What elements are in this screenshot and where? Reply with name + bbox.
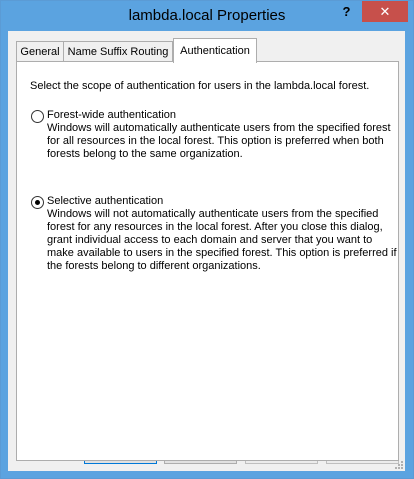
forest-wide-description-line: forests belong to the same organization. bbox=[47, 148, 243, 160]
selective-description-line: make available to users in the specified forest. This option is preferred if bbox=[47, 247, 397, 259]
tab-authentication[interactable] bbox=[173, 38, 257, 63]
question-icon: ? bbox=[342, 4, 351, 19]
radio-selected-dot bbox=[35, 200, 40, 205]
selective-radio[interactable] bbox=[31, 196, 44, 209]
selective-description-line: grant individual access to each domain and server that you want to bbox=[47, 234, 373, 246]
selective-label[interactable]: Selective authentication bbox=[47, 195, 164, 207]
intro-text: Select the scope of authentication for users in the lambda.local forest. bbox=[30, 80, 370, 92]
close-title-button[interactable] bbox=[362, 1, 408, 22]
forest-wide-label[interactable]: Forest-wide authentication bbox=[47, 109, 177, 121]
tab-general[interactable] bbox=[16, 41, 64, 61]
title-bar[interactable] bbox=[1, 1, 413, 31]
forest-wide-radio[interactable] bbox=[31, 110, 44, 123]
authentication-panel bbox=[16, 61, 399, 461]
tab-authentication-label: Authentication bbox=[180, 45, 250, 57]
tab-name-suffix-routing-label: Name Suffix Routing bbox=[67, 45, 169, 58]
help-title-button[interactable] bbox=[331, 1, 362, 22]
tab-name-suffix-routing[interactable] bbox=[63, 41, 173, 61]
close-icon: ✕ bbox=[379, 3, 391, 19]
selective-description-line: the forests belong to different organizations. bbox=[47, 260, 261, 272]
dialog-client-area bbox=[8, 31, 405, 471]
selective-description-line: forest for any resources in the local forest. After you close this dialog, bbox=[47, 221, 383, 233]
forest-wide-description-line: for all resources in the local forest. This option is preferred when both bbox=[47, 135, 384, 147]
window-title: lambda.local Properties bbox=[128, 7, 286, 24]
tab-general-label: General bbox=[20, 45, 60, 58]
forest-wide-description-line: Windows will automatically authenticate users from the specified forest bbox=[47, 122, 391, 134]
selective-description-line: Windows will not automatically authenticate users from the specified bbox=[47, 208, 379, 220]
